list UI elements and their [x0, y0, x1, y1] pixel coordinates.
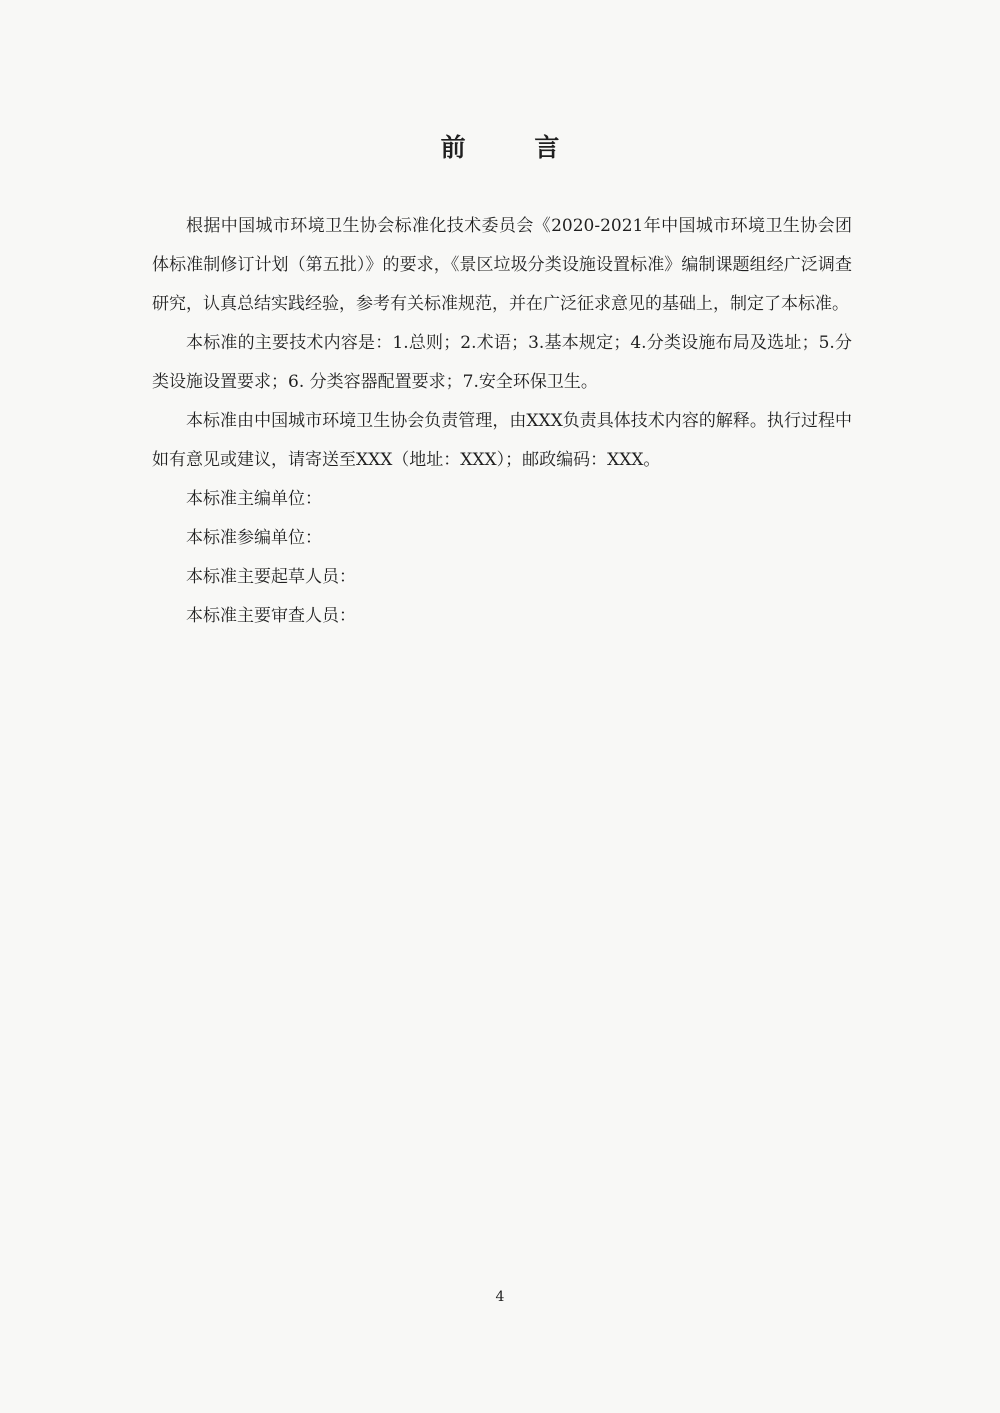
document-body: [152, 207, 852, 636]
preface-paragraph-1: 根据中国城市环境卫生协会标准化技术委员会《2020-2021年中国城市环境卫生协会团体标准制修订计划（第五批）》的要求，《景区垃圾分类设施设置标准》编制课题组经广泛调查研究，认真总结实践经验，参考有关标准规范，并在广泛征求意见的基础上，制定了本标准。: [152, 216, 852, 314]
reviewers-line: 本标准主要审查人员：: [186, 606, 356, 626]
drafters-line: 本标准主要起草人员：: [186, 567, 356, 587]
participating-units-line: 本标准参编单位：: [186, 528, 322, 548]
preface-paragraph-3: 本标准由中国城市环境卫生协会负责管理，由XXX负责具体技术内容的解释。执行过程中如有意见或建议，请寄送至XXX（地址：XXX）；邮政编码：XXX。: [152, 411, 852, 470]
preface-paragraph-2: 本标准的主要技术内容是：1.总则；2.术语；3.基本规定；4.分类设施布局及选址；5.分类设施设置要求；6. 分类容器配置要求；7.安全环保卫生。: [152, 333, 852, 392]
chief-unit-line: 本标准主编单位：: [186, 489, 322, 509]
page-number: 4: [495, 1289, 505, 1305]
page-title: 前 言: [440, 133, 590, 162]
